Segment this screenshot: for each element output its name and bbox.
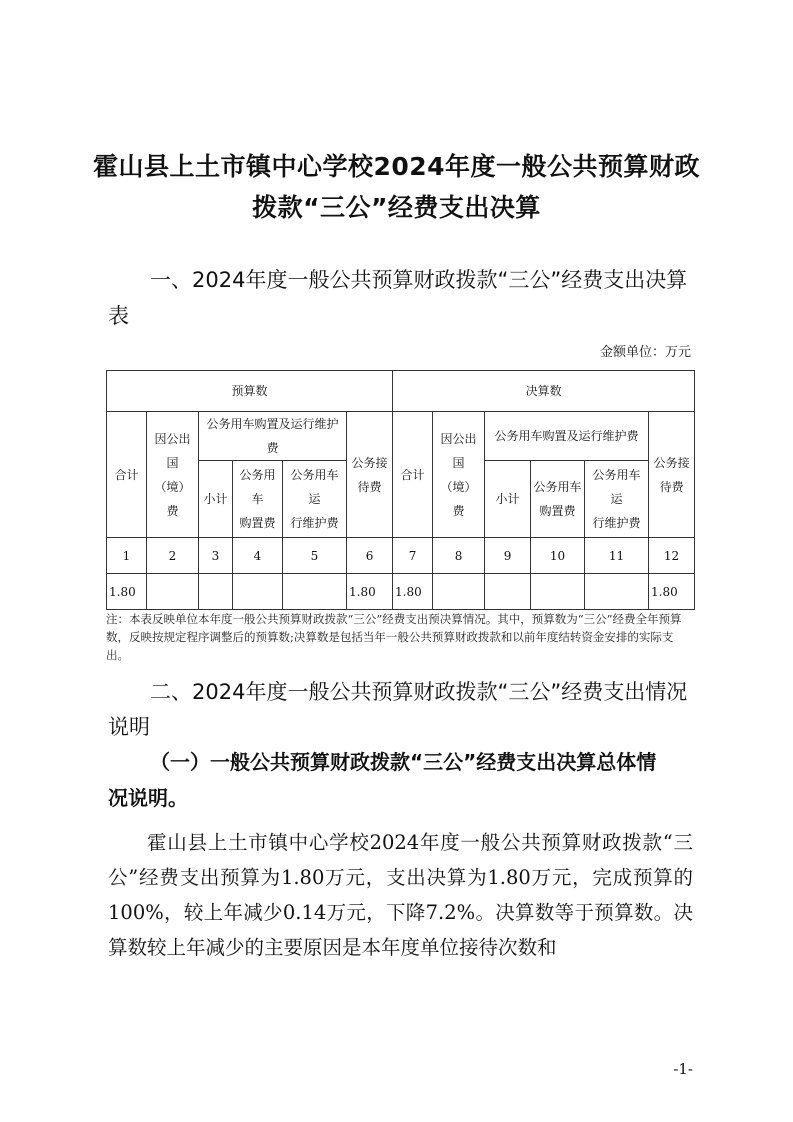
three-public-expense-table [106, 370, 695, 610]
section-1-heading: 一、2024年度一般公共预算财政拨款“三公”经费支出决算 [150, 268, 688, 292]
col-number: 12 [649, 538, 695, 574]
final-abroad-value [433, 574, 485, 610]
col-number: 4 [233, 538, 283, 574]
final-abroad-header: 因公出国 （境）费 [433, 412, 485, 538]
budget-subtotal-header: 小计 [199, 461, 233, 538]
col-number: 9 [485, 538, 531, 574]
budget-abroad-value [147, 574, 199, 610]
budget-group-header: 预算数 [107, 371, 393, 412]
subsection-1-heading: （一）一般公共预算财政拨款“三公”经费支出决算总体情 [150, 750, 657, 774]
col-number: 5 [283, 538, 347, 574]
column-number-row [107, 538, 695, 574]
col-number: 10 [531, 538, 585, 574]
values-row [107, 574, 695, 610]
body-paragraph: 霍山县上土市镇中心学校2024年度一般公共预算财政拨款“三公”经费支出预算为1.80万元，支出决算为1.80万元，完成预算的100%，较上年减少0.14万元，下降7.2%。决算数等于预算数。决算数较上年减少的主要原因是本年度单位接待次数和 [108, 831, 693, 959]
section-2-heading-cont: 说明 [108, 715, 150, 739]
final-subtotal-header: 小计 [485, 461, 531, 538]
final-total-value: 1.80 [393, 574, 433, 610]
budget-operation-value [283, 574, 347, 610]
col-number: 3 [199, 538, 233, 574]
final-total-header: 合计 [393, 412, 433, 538]
col-number: 2 [147, 538, 199, 574]
budget-subtotal-value [199, 574, 233, 610]
page-number: -1- [673, 1060, 693, 1078]
budget-reception-header: 公务接 待费 [347, 412, 393, 538]
final-reception-value: 1.80 [649, 574, 695, 610]
final-group-header: 决算数 [393, 371, 695, 412]
amount-unit-label: 金额单位：万元 [599, 345, 691, 360]
col-number: 11 [585, 538, 649, 574]
section-2-heading: 二、2024年度一般公共预算财政拨款“三公”经费支出情况 [150, 680, 688, 704]
col-number: 7 [393, 538, 433, 574]
final-operation-value [585, 574, 649, 610]
budget-operation-header: 公务用车运 行维护费 [283, 461, 347, 538]
col-number: 8 [433, 538, 485, 574]
budget-total-value: 1.80 [107, 574, 147, 610]
budget-purchase-header: 公务用车 购置费 [233, 461, 283, 538]
budget-abroad-header: 因公出国 （境）费 [147, 412, 199, 538]
budget-reception-value: 1.80 [347, 574, 393, 610]
final-reception-header: 公务接 待费 [649, 412, 695, 538]
budget-total-header: 合计 [107, 412, 147, 538]
section-1-heading-cont: 表 [108, 304, 129, 328]
final-operation-header: 公务用车运 行维护费 [585, 461, 649, 538]
final-subtotal-value [485, 574, 531, 610]
subsection-1-heading-cont: 况说明。 [108, 786, 188, 810]
document-title-line-1: 霍山县上土市镇中心学校2024年度一般公共预算财政 [92, 152, 701, 181]
document-title-line-2: 拨款“三公”经费支出决算 [252, 193, 541, 222]
final-purchase-header: 公务用车 购置费 [531, 461, 585, 538]
table-note: 注：本表反映单位本年度一般公共预算财政拨款“三公”经费支出预决算情况。其中，预算数为“三公”经费全年预算数，反映按规定程序调整后的预算数;决算数是包括当年一般公共预算财政拨款和以前年度结转资金安排的实际支出。 [106, 612, 682, 662]
col-number: 1 [107, 538, 147, 574]
col-number: 6 [347, 538, 393, 574]
final-purchase-value [531, 574, 585, 610]
budget-purchase-value [233, 574, 283, 610]
budget-vehicle-header: 公务用车购置及运行维护费 [199, 412, 347, 461]
final-vehicle-header: 公务用车购置及运行维护费 [485, 412, 649, 461]
